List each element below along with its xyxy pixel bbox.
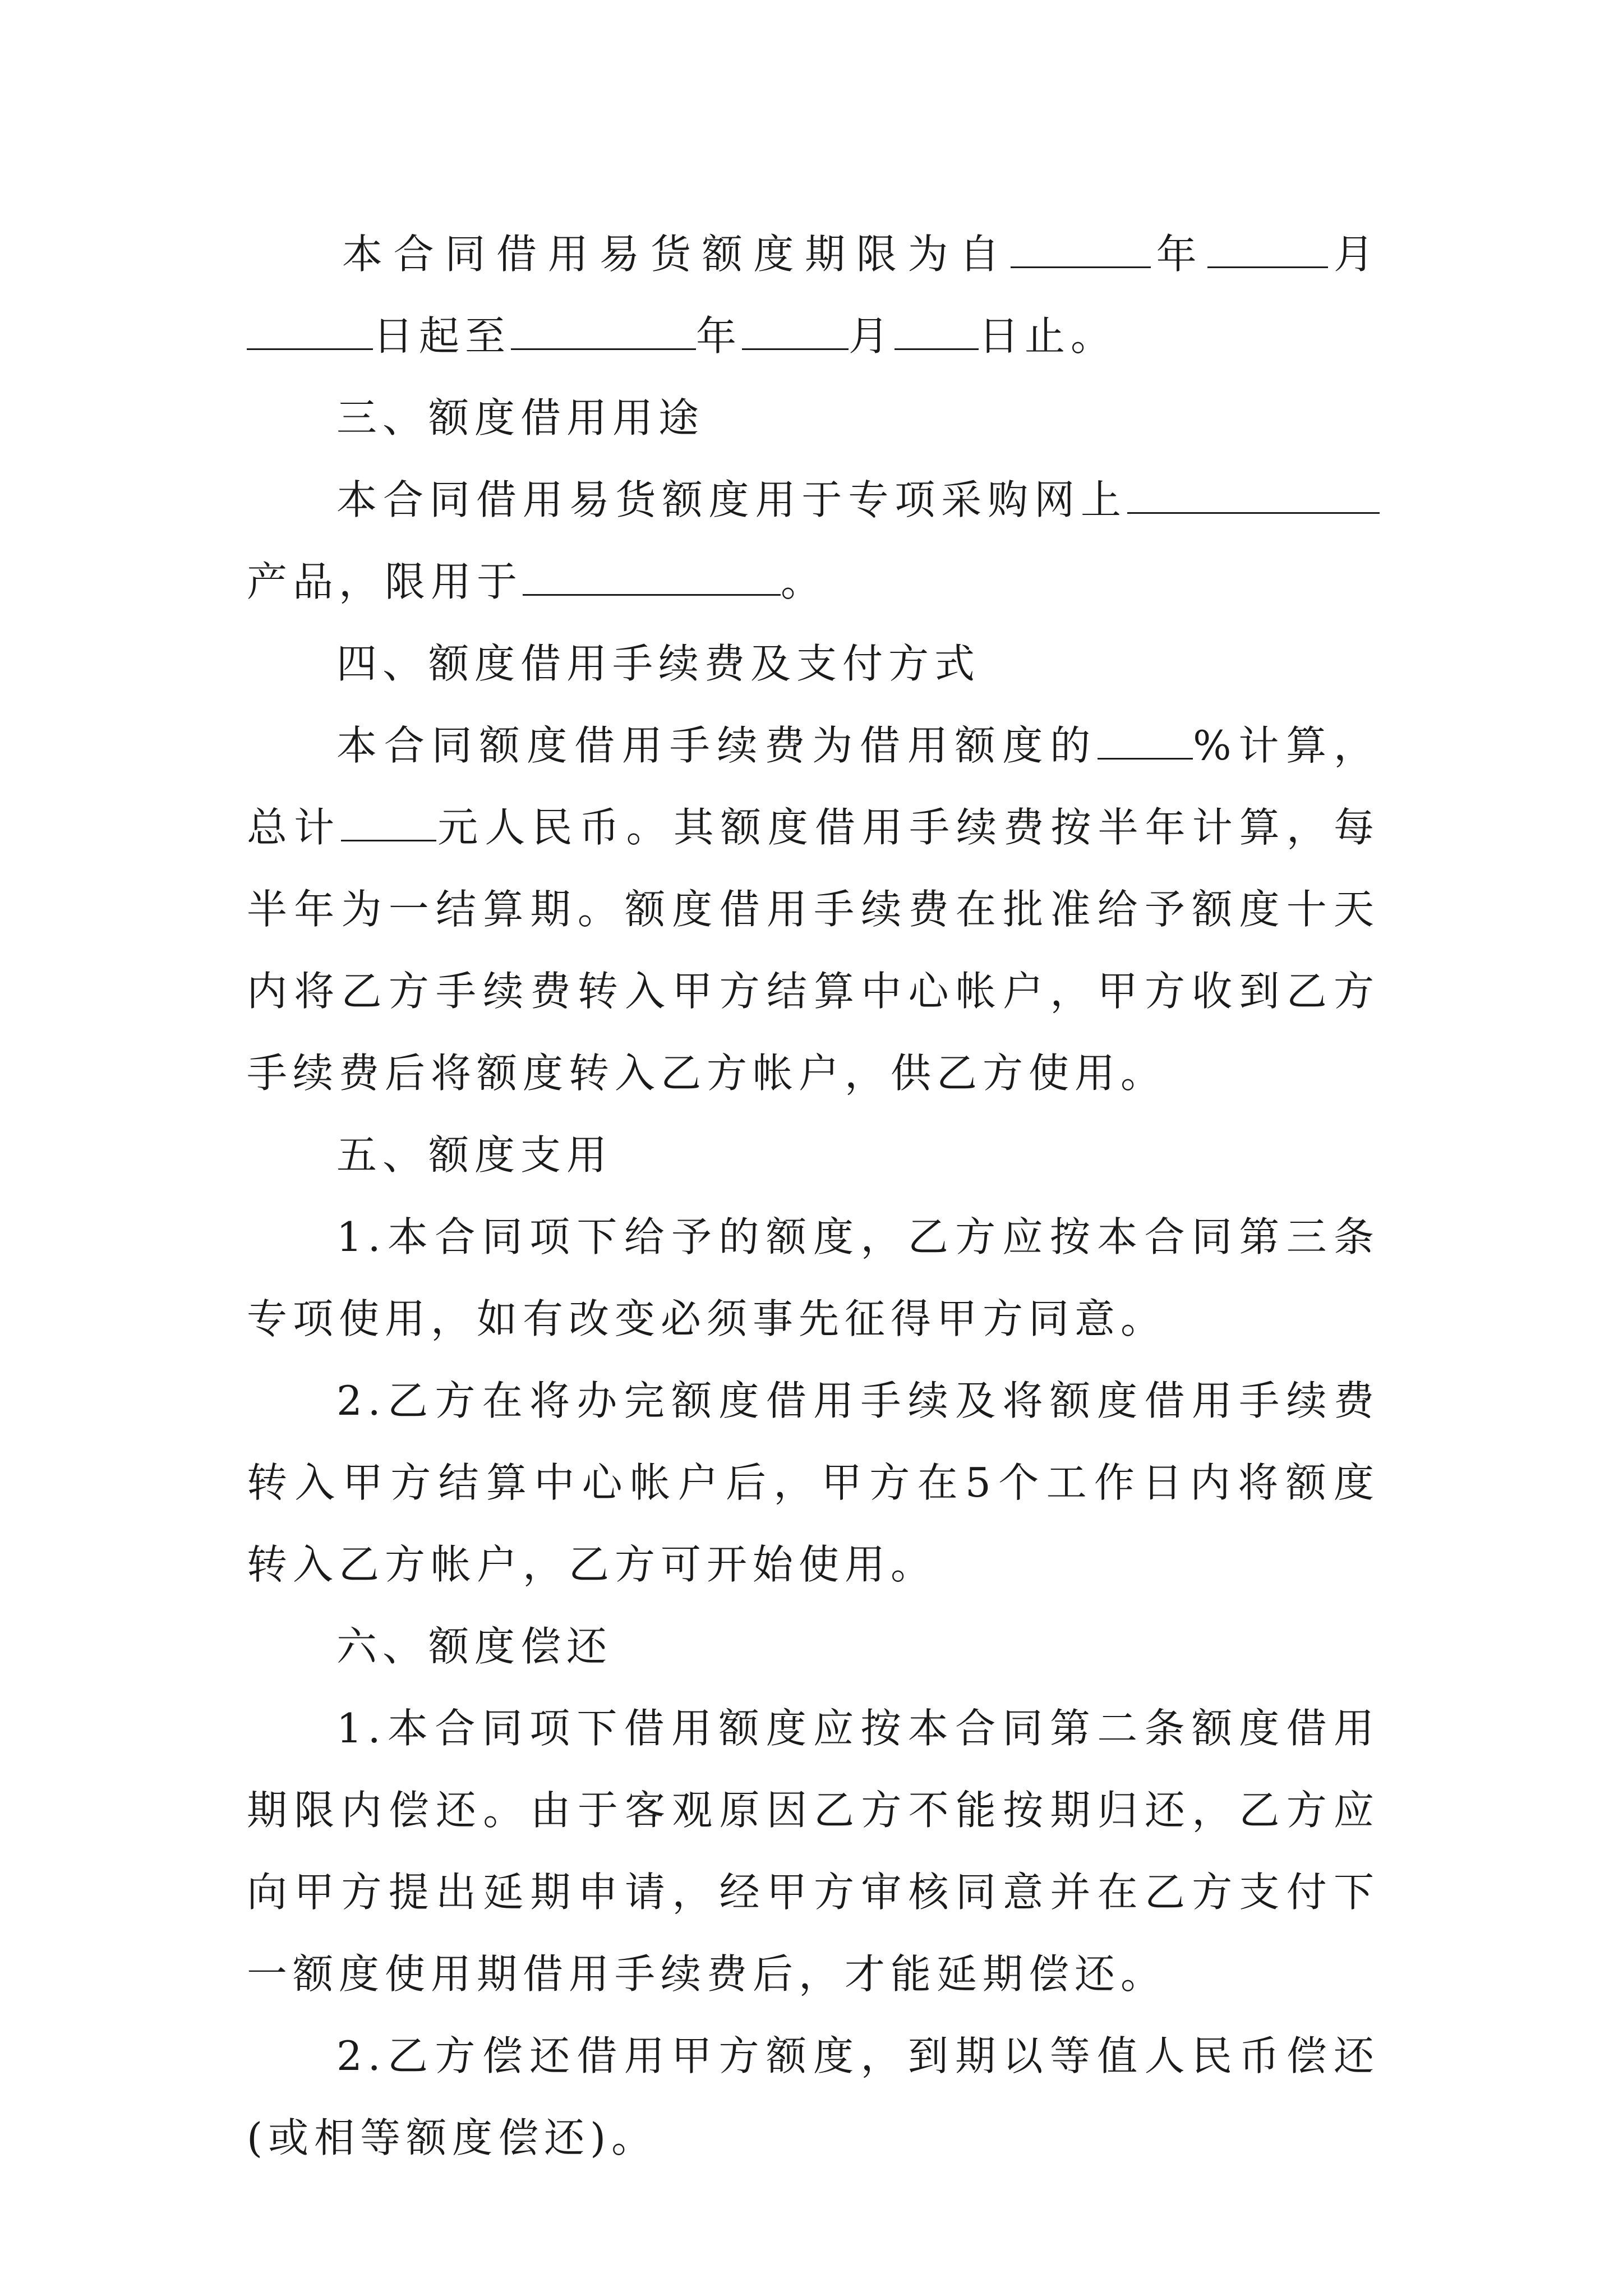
term-text-d: 日起至 [373,312,511,360]
section-4-heading: 四、额度借用手续费及支付方式 [336,640,981,687]
blank-start-day [247,317,373,350]
paragraph-purpose [247,459,1380,623]
blank-fee-rate [1098,726,1193,760]
document-body [247,213,1380,2179]
blank-usage [523,563,781,596]
blank-product [1127,481,1380,514]
paragraph-term [247,213,1380,377]
blank-end-day [895,317,979,350]
term-text-b: 年 [1150,231,1208,278]
paragraph-6-1: 1.本合同项下借用额度应按本合同第二条额度借用期限内偿还。由于客观原因乙方不能按期归还，乙方应向甲方提出延期申请，经甲方审核同意并在乙方支付下一额度使用期借用手续费后，才能延期偿还。 [247,1705,1380,1998]
section-5-heading: 五、额度支用 [336,1131,613,1179]
section-6-heading: 六、额度偿还 [336,1623,613,1670]
fee-text-b: %计算，总计 [247,722,1380,851]
term-text-e: 年 [696,312,743,360]
purpose-text-a: 本合同借用易货额度用于专项采购网上 [336,476,1127,523]
fee-text-c: 元人民币。其额度借用手续费按半年计算，每半年为一结算期。额度借用手续费在批准给予额度十天内将乙方手续费转入甲方结算中心帐户，甲方收到乙方手续费后将额度转入乙方帐户，供乙方使用。 [247,804,1380,1097]
term-text-c: 月 [1328,231,1380,278]
term-text-f: 月 [849,312,895,360]
paragraph-5-1: 1.本合同项下给予的额度，乙方应按本合同第三条专项使用，如有改变必须事先征得甲方同意。 [247,1213,1380,1342]
blank-end-month [742,317,849,350]
paragraph-6-2: 2.乙方偿还借用甲方额度，到期以等值人民币偿还(或相等额度偿还)。 [247,2032,1380,2161]
section-3-heading: 三、额度借用用途 [336,394,705,441]
purpose-text-c: 。 [781,558,827,605]
blank-end-year [511,317,696,350]
purpose-text-b: 产品，限用于 [247,558,523,605]
term-text-g: 日止。 [979,312,1117,360]
paragraph-fee [247,705,1380,1114]
paragraph-5-2: 2.乙方在将办完额度借用手续及将额度借用手续费转入甲方结算中心帐户后，甲方在5个工作日内将额度转入乙方帐户，乙方可开始使用。 [247,1377,1380,1588]
blank-start-month [1207,235,1328,268]
fee-text-a: 本合同额度借用手续费为借用额度的 [336,722,1098,769]
blank-start-year [1011,235,1151,268]
term-text-a: 本合同借用易货额度期限为自 [342,231,1011,278]
blank-fee-total [341,808,436,841]
